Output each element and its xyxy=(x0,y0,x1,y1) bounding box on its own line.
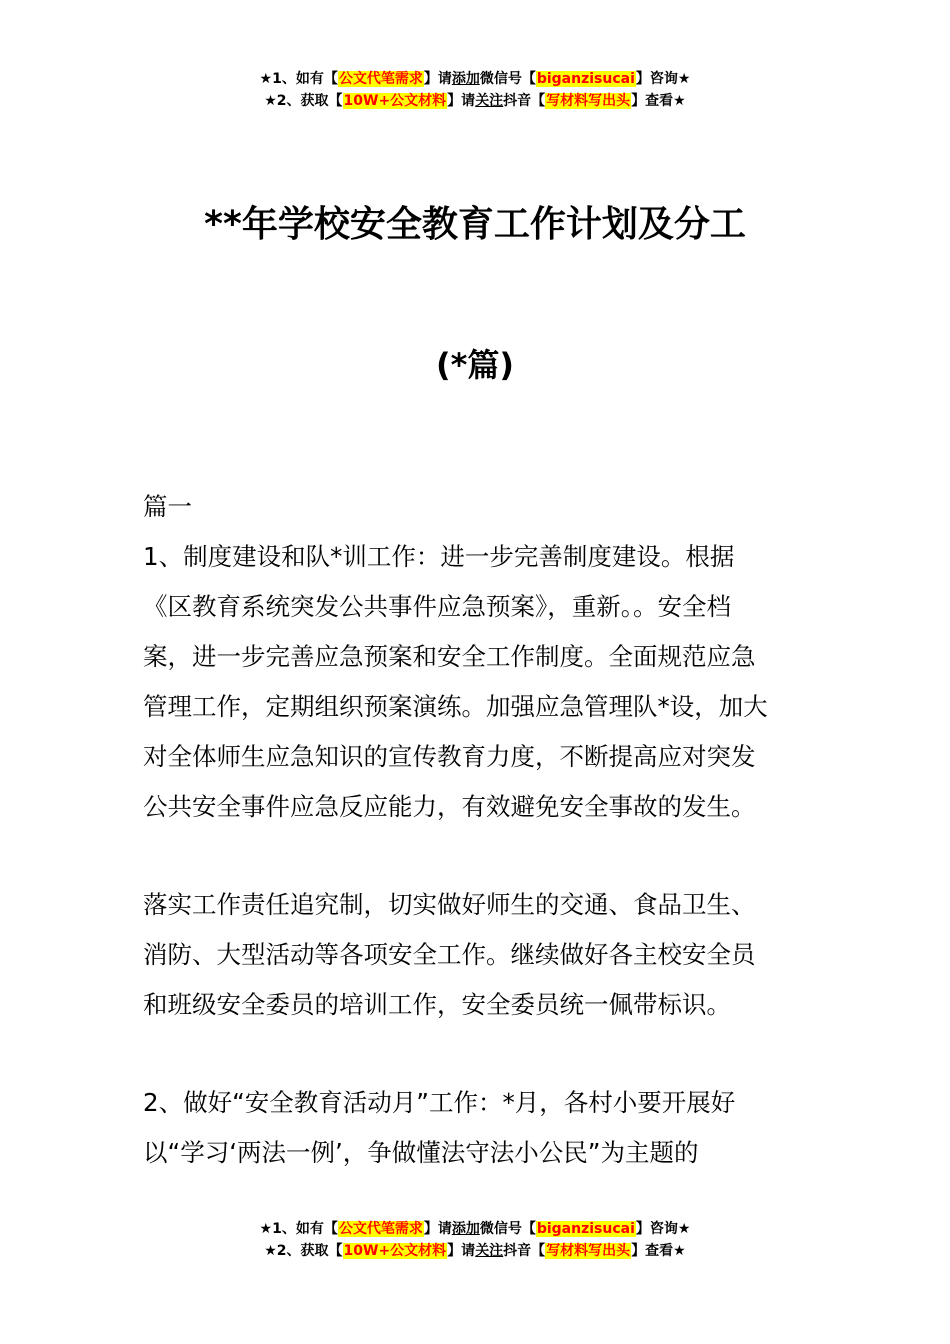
banner-line-2: ★2、获取【10W+公文材料】请关注抖音【写材料写出头】查看★ xyxy=(264,1243,686,1259)
banner-line-1: ★1、如有【公文代笔需求】请添加微信号【biganzisucai】咨询★ xyxy=(259,71,691,87)
highlight-materials: 10W+公文材料 xyxy=(343,1243,447,1259)
highlight-douyin: 写材料写出头 xyxy=(546,1243,631,1259)
highlight-douyin: 写材料写出头 xyxy=(546,93,631,109)
text-line: 1、制度建设和队*训工作：进一步完善制度建设。根据 xyxy=(143,542,735,571)
text-line: 以“学习‘两法一例’，争做懂法守法小公民”为主题的 xyxy=(143,1138,699,1167)
highlight-wechat-id: biganzisucai xyxy=(536,1221,635,1237)
text-line: 落实工作责任追究制，切实做好师生的交通、食品卫生、 xyxy=(143,890,756,919)
banner-line-1: ★1、如有【公文代笔需求】请添加微信号【biganzisucai】咨询★ xyxy=(259,1221,691,1237)
text-line: 和班级安全委员的培训工作，安全委员统一佩带标识。 xyxy=(143,990,731,1019)
document-body xyxy=(143,482,809,1178)
document-title: **年学校安全教育工作计划及分工 xyxy=(204,204,746,245)
paragraph-3 xyxy=(143,1078,809,1178)
document-subtitle: (*篇) xyxy=(436,346,514,384)
highlight-materials: 10W+公文材料 xyxy=(343,93,447,109)
highlight-service: 公文代笔需求 xyxy=(338,1221,423,1237)
header-banner xyxy=(0,68,950,112)
paragraph-1 xyxy=(143,532,809,832)
highlight-wechat-id: biganzisucai xyxy=(536,71,635,87)
text-line: 消防、大型活动等各项安全工作。继续做好各主校安全员 xyxy=(143,940,756,969)
banner-line-2: ★2、获取【10W+公文材料】请关注抖音【写材料写出头】查看★ xyxy=(264,93,686,109)
paragraph-2 xyxy=(143,880,809,1030)
section-label: 篇一 xyxy=(143,492,192,521)
text-line: 2、做好“安全教育活动月”工作：*月，各村小要开展好 xyxy=(143,1088,736,1117)
text-line: 对全体师生应急知识的宣传教育力度，不断提高应对突发 xyxy=(143,742,756,771)
footer-banner xyxy=(0,1218,950,1262)
highlight-service: 公文代笔需求 xyxy=(338,71,423,87)
text-line: 管理工作，定期组织预案演练。加强应急管理队*设，加大 xyxy=(143,692,768,721)
text-line: 公共安全事件应急反应能力，有效避免安全事故的发生。 xyxy=(143,792,756,821)
text-line: 《区教育系统突发公共事件应急预案》，重新。。安全档 xyxy=(143,592,731,621)
text-line: 案，进一步完善应急预案和安全工作制度。全面规范应急 xyxy=(143,642,756,671)
